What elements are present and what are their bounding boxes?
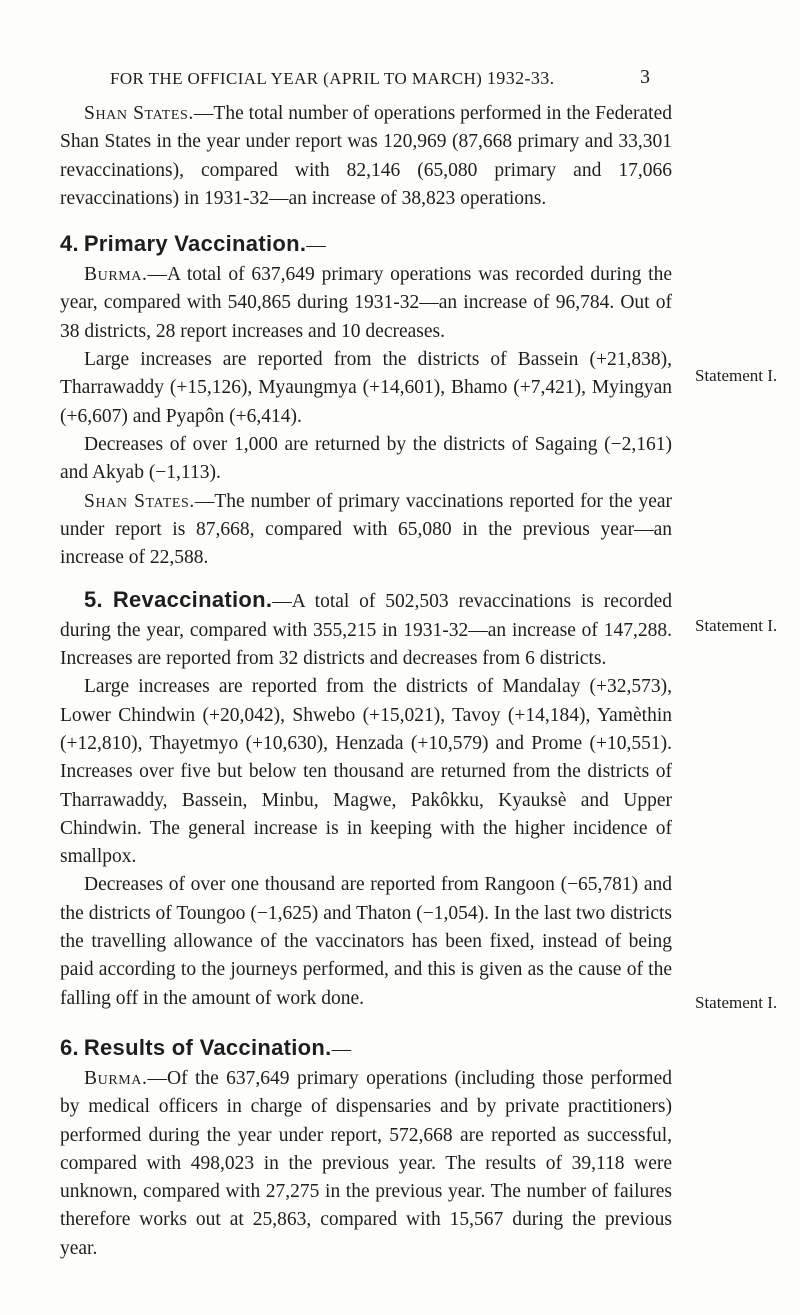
running-year: 1932-33.	[486, 68, 555, 88]
section-5-intro-text: —A total of 502,503 revaccinations is recorded during the year, compared with 355,215 in 1931-32—an increase of 147,288. Increases are reported from 32 districts and decreases from 6 districts.	[60, 591, 673, 670]
section-4-burma-text: —A total of 637,649 primary operations was recorded during the year, compared with 540,865 during 1931-32—an increase of 96,784. Out of 38 districts, 28 report increases and 10 decreases.	[60, 264, 672, 342]
section-4-decreases-paragraph: Decreases of over 1,000 are returned by the districts of Sagaing (−2,161) and Akyab (−1,113).	[60, 433, 672, 484]
margin-note-section-5: Statement I.	[695, 616, 778, 635]
margin-note-section-6: Statement I.	[695, 993, 778, 1012]
section-6-heading	[60, 1033, 672, 1065]
section-6-title: Results of Vaccination.	[83, 1034, 332, 1060]
section-5-intro-paragraph	[60, 586, 672, 673]
margin-note-section-4: Statement I.	[695, 366, 778, 385]
section-4-number: 4.	[60, 231, 79, 257]
section-5-number: 5.	[84, 587, 103, 613]
section-4-burma-paragraph	[60, 261, 672, 346]
section-4-heading	[60, 229, 672, 261]
body-text	[60, 100, 672, 1263]
section-4-increases-paragraph: Large increases are reported from the districts of Bassein (+21,838), Tharrawaddy (+15,126), Myaungmya (+14,601), Bhamo (+7,421), Myingyan (+6,607) and Pyapôn (+6,414).	[60, 349, 672, 427]
shan-states-lead: Shan States.	[84, 103, 194, 124]
section-4-shan-lead: Shan States.	[84, 490, 195, 512]
section-6-number: 6.	[60, 1034, 79, 1060]
section-6-dash: —	[331, 1038, 352, 1060]
section-4-title: Primary Vaccination.	[83, 231, 307, 257]
section-5-title: Revaccination.	[112, 587, 273, 613]
section-5-decreases-paragraph: Decreases of over one thousand are reported from Rangoon (−65,781) and the districts of Toungoo (−1,625) and Thaton (−1,054). In the last two districts the travelling allowance of the vaccinators has been fixed, instead of being paid according to the journeys performed, and this is given as the cause of the falling off in the amount of work done.	[60, 874, 672, 1009]
page-number: 3	[640, 66, 650, 88]
section-6-burma-paragraph	[60, 1065, 672, 1263]
section-6-burma-text: —Of the 637,649 primary operations (including those performed by medical officers in charge of dispensaries and by private practitioners) performed during the year under report, 572,668 are reported as successful, compared with 498,023 in the previous year. The results of 39,118 were unknown, compared with 27,275 in the previous year. The number of failures therefore works out at 25,863, compared with 15,567 during the previous year.	[60, 1067, 672, 1259]
shan-states-intro-paragraph	[60, 100, 672, 213]
shan-states-intro-text: —The total number of operations performed in the Federated Shan States in the year under report was 120,969 (87,668 primary and 33,301 revaccinations), compared with 82,146 (65,080 primary and 17,066 revaccinations) in 1931-32—an increase of 38,823 operations.	[60, 103, 672, 209]
section-4-dash: —	[306, 235, 326, 257]
section-5-increases-paragraph: Large increases are reported from the districts of Mandalay (+32,573), Lower Chindwin (+20,042), Shwebo (+15,021), Tavoy (+14,184), Yamèthin (+12,810), Thayetmyo (+10,630), Henzada (+10,579) and Prome (+10,551). Increases over five but below ten thousand are returned from the districts of Tharrawaddy, Bassein, Minbu, Magwe, Pakôkku, Kyauksè and Upper Chindwin. The general increase is in keeping with the higher incidence of smallpox.	[60, 676, 672, 868]
running-head	[110, 68, 665, 89]
section-4-burma-lead: Burma.	[84, 264, 148, 286]
running-title: FOR THE OFFICIAL YEAR (APRIL TO MARCH)	[110, 69, 483, 88]
section-4-shan-text: —The number of primary vaccinations reported for the year under report is 87,668, compared with 65,080 in the previous year—an increase of 22,588.	[60, 490, 672, 569]
section-6-burma-lead: Burma.	[84, 1067, 148, 1089]
section-4-shan-paragraph	[60, 488, 672, 573]
